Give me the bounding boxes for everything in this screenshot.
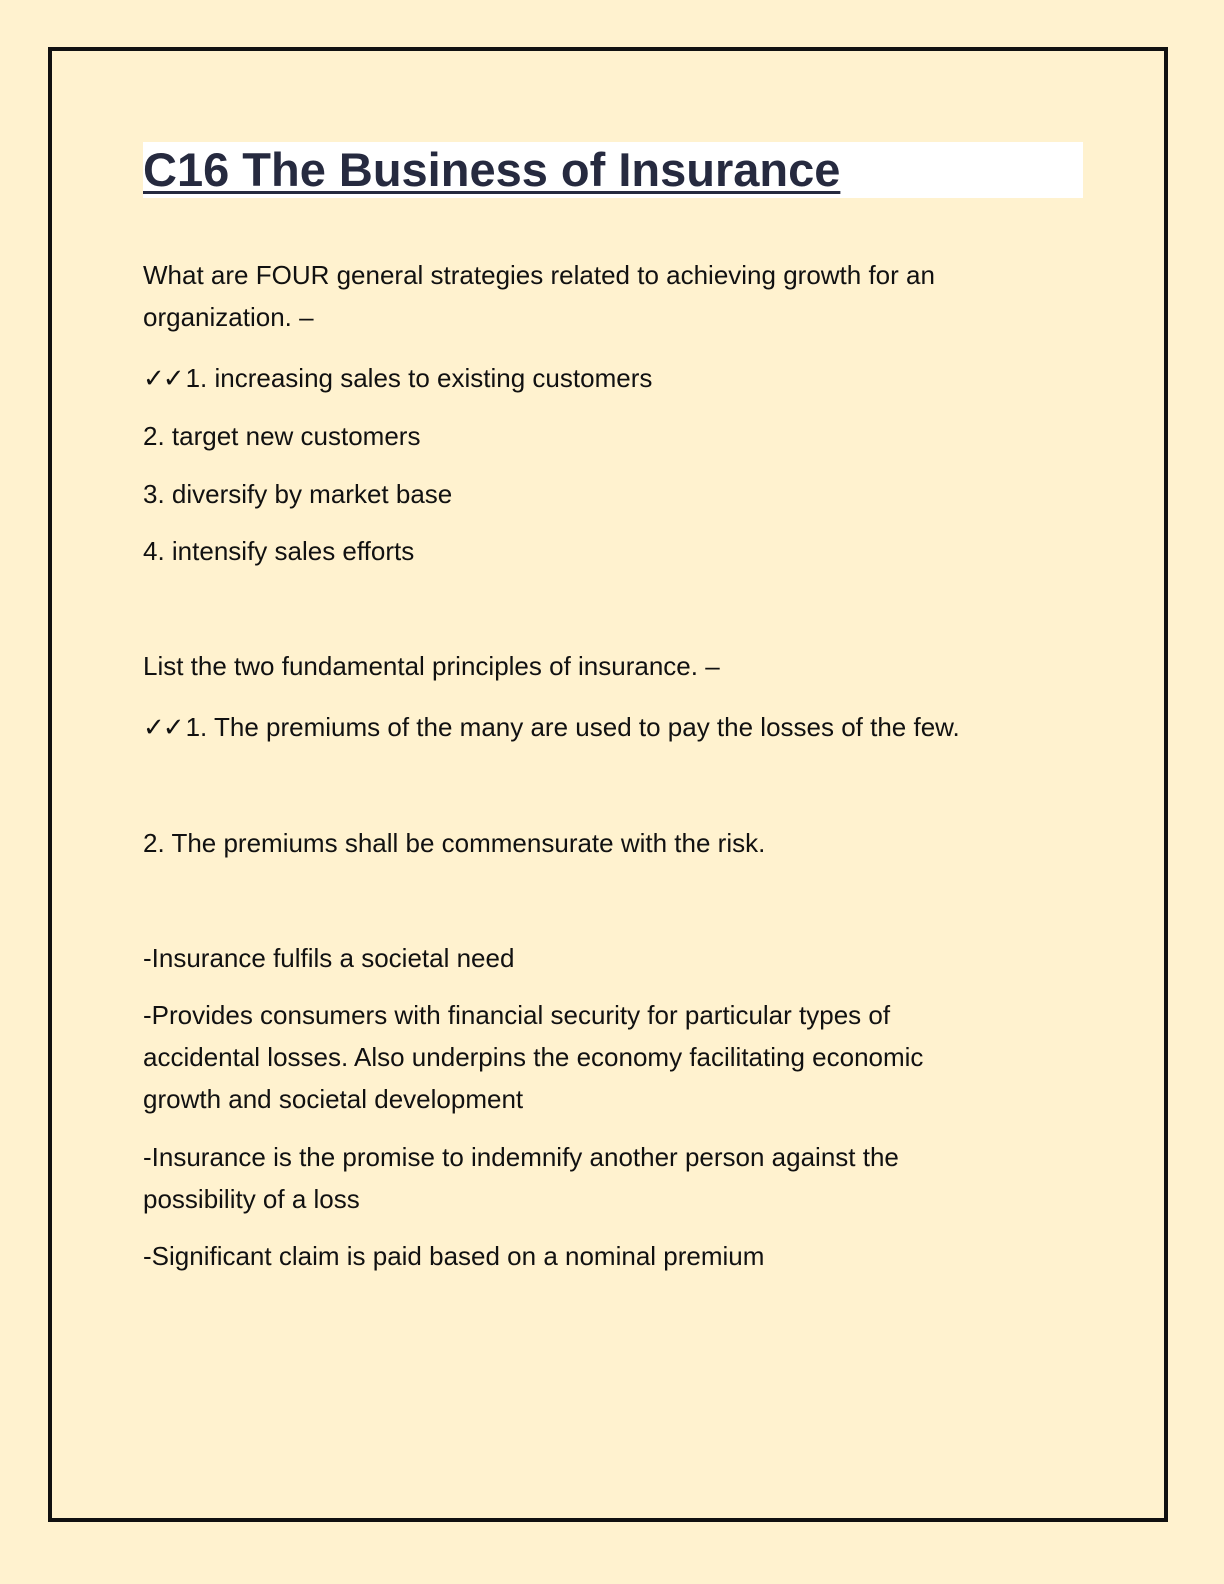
note-financial-security-line2: accidental losses. Also underpins the economy facilitating economic [143, 1042, 924, 1072]
question-growth-line2: organization. – [143, 302, 314, 332]
principle-item-2: 2. The premiums shall be commensurate with the risk. [143, 828, 766, 858]
principle-text-1: 1. The premiums of the many are used to pay the losses of the few. [185, 712, 960, 742]
note-nominal-premium: -Significant claim is paid based on a nominal premium [143, 1241, 765, 1271]
double-check-icon: ✓✓ [143, 713, 183, 743]
question-growth-line1: What are FOUR general strategies related to achieving growth for an [143, 260, 935, 290]
double-check-icon: ✓✓ [143, 364, 183, 394]
note-societal-need: -Insurance fulfils a societal need [143, 943, 515, 973]
growth-strategy-text-1: 1. increasing sales to existing customers [185, 363, 653, 393]
question-principles: List the two fundamental principles of insurance. – [143, 651, 720, 681]
principle-item-1 [143, 706, 960, 749]
growth-strategy-item-3: 3. diversify by market base [143, 479, 453, 509]
note-financial-security-line3: growth and societal development [143, 1084, 524, 1114]
growth-strategy-item-1 [143, 357, 652, 400]
note-indemnify-line1: -Insurance is the promise to indemnify another person against the [143, 1142, 899, 1172]
note-financial-security-line1: -Provides consumers with financial security for particular types of [143, 1000, 891, 1030]
page-title: C16 The Business of Insurance [143, 143, 841, 196]
growth-strategy-item-2: 2. target new customers [143, 421, 421, 451]
growth-strategy-item-4: 4. intensify sales efforts [143, 536, 415, 566]
note-indemnify-line2: possibility of a loss [143, 1184, 360, 1214]
